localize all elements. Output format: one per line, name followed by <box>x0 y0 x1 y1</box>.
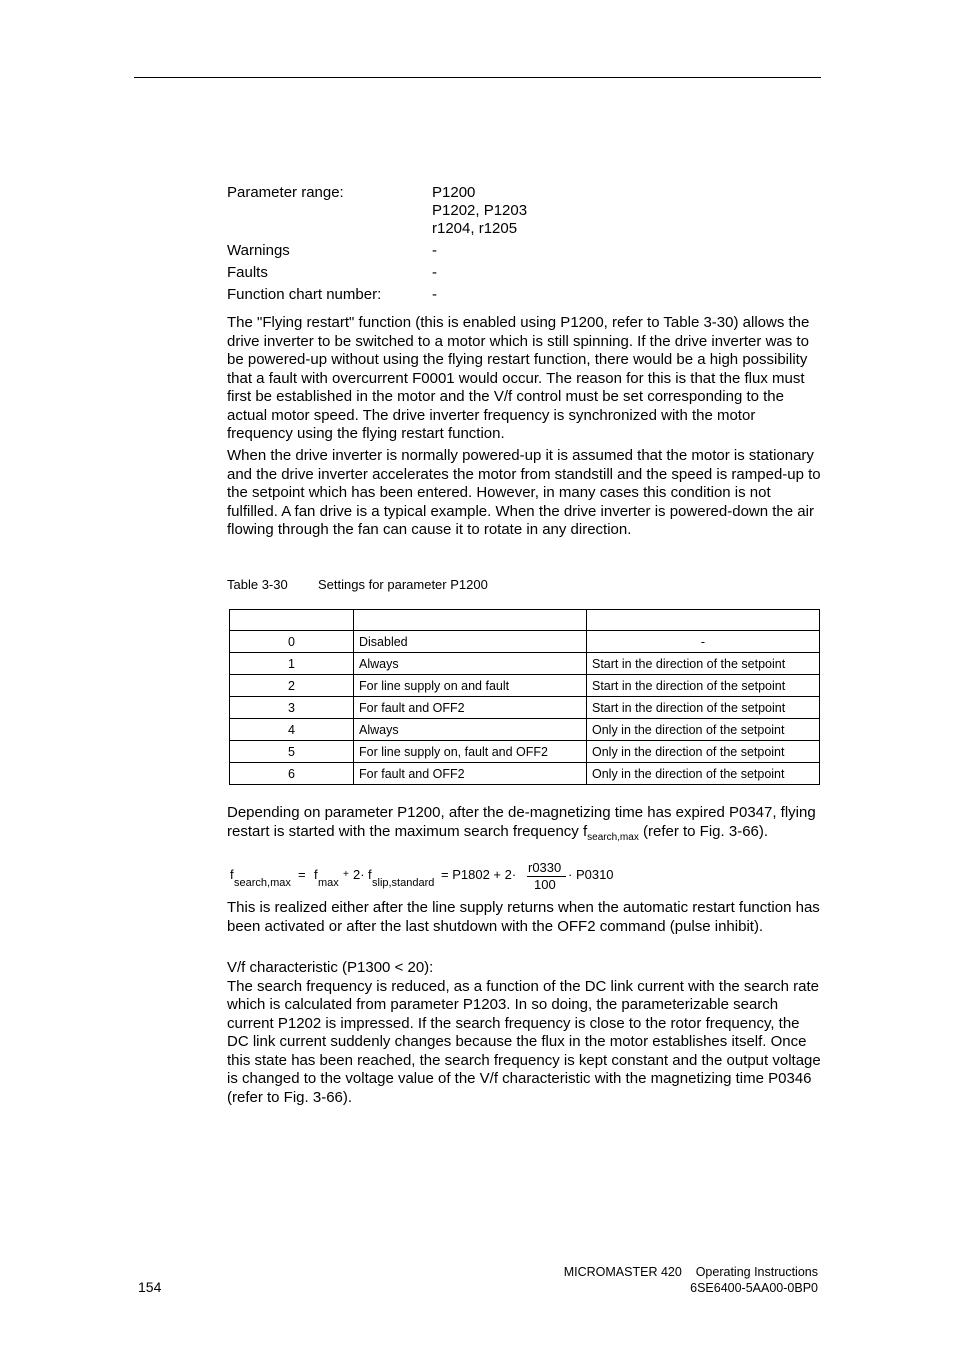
table-row <box>230 719 820 741</box>
param-value <box>432 184 632 238</box>
table-row <box>230 741 820 763</box>
settings-table <box>229 609 820 785</box>
formula-operator: = <box>298 867 306 882</box>
table-caption <box>227 577 488 592</box>
paragraph-search-frequency <box>227 804 821 847</box>
formula-denominator: 100 <box>534 877 556 892</box>
formula-operator: + <box>343 869 349 880</box>
table-header-cell <box>354 610 587 631</box>
formula-symbol: f <box>314 867 318 882</box>
formula-numerator: r0330 <box>528 860 562 875</box>
table-cell: Start in the direction of the setpoint <box>587 675 820 697</box>
table-cell: For fault and OFF2 <box>354 763 587 785</box>
table-cell: For line supply on and fault <box>354 675 587 697</box>
formula-subscript: slip,standard <box>372 877 435 889</box>
text-run: The search frequency is reduced, as a function of the DC link current with the search rate which is calculated from parameter P1203. In so doing, the parameterizable search current P1202 is impressed. If the search frequency is close to the rotor frequency, the DC link current suddenly changes because the flux in the motor establishes itself. Once this state has been reached, the search frequency is kept constant and the output voltage is changed to the voltage value of the V/f characteristic with the magnetizing time P0346 (refer to Fig. 3-66). <box>227 977 821 1106</box>
formula-term: · P0310 <box>568 867 614 882</box>
table-cell: Only in the direction of the setpoint <box>587 741 820 763</box>
table-cell: Only in the direction of the setpoint <box>587 763 820 785</box>
table-cell: Start in the direction of the setpoint <box>587 653 820 675</box>
paragraph-vf-characteristic <box>227 959 821 1107</box>
param-label: Warnings <box>227 242 290 259</box>
table-cell: 1 <box>230 653 354 675</box>
table-header-cell <box>230 610 354 631</box>
param-label: Function chart number: <box>227 286 382 303</box>
page-number: 154 <box>138 1279 162 1295</box>
table-cell: Only in the direction of the setpoint <box>587 719 820 741</box>
param-value: - <box>432 286 437 303</box>
param-value: - <box>432 242 437 259</box>
text-run: Depending on parameter P1200, after the de-magnetizing time has expired P0347, flying restart is started with the maximum search frequency f <box>227 804 816 840</box>
table-row <box>230 675 820 697</box>
formula-term: = P1802 + 2· <box>441 867 517 882</box>
footer-info <box>557 1264 818 1296</box>
param-label: Parameter range: <box>227 184 344 201</box>
param-value-line: P1202, P1203 <box>432 202 528 219</box>
table-cell: Always <box>354 719 587 741</box>
table-cell: 5 <box>230 741 354 763</box>
text-run: (refer to Fig. 3-66). <box>638 822 769 840</box>
table-cell: For fault and OFF2 <box>354 697 587 719</box>
param-value-line: r1204, r1205 <box>432 220 518 237</box>
fraction-bar <box>527 876 566 877</box>
table-row <box>230 631 820 653</box>
param-value: - <box>432 264 437 281</box>
header-rule <box>134 77 821 78</box>
table-cell: 0 <box>230 631 354 653</box>
table-cell: 6 <box>230 763 354 785</box>
footer-product: MICROMASTER 420 Operating Instructions <box>563 1265 818 1279</box>
table-cell: 4 <box>230 719 354 741</box>
param-value-line: P1200 <box>432 184 476 201</box>
table-cell: Start in the direction of the setpoint <box>587 697 820 719</box>
table-row <box>230 697 820 719</box>
formula-symbol: f <box>368 867 372 882</box>
formula-symbol: f <box>230 867 234 882</box>
table-cell: 3 <box>230 697 354 719</box>
table-cell: Disabled <box>354 631 587 653</box>
table-caption-number: Table 3-30 <box>227 577 288 592</box>
table-cell: - <box>587 631 820 653</box>
footer-order-number: 6SE6400-5AA00-0BP0 <box>690 1281 818 1295</box>
table-header-row <box>230 610 820 631</box>
paragraph-flying-restart: The "Flying restart" function (this is enabled using P1200, refer to Table 3-30) allows the drive inverter to be switched to a motor which is still spinning. If the drive inverter was to be powered-up without using the flying restart function, there would be a high possibility that a fault with overcurrent F0001 would occur. The reason for this is that the flux must first be established in the motor and the V/f control must be set corresponding to the actual motor speed. The drive inverter frequency is synchronized with the motor frequency using the flying restart function. <box>227 314 810 442</box>
table-cell: Always <box>354 653 587 675</box>
table-caption-title: Settings for parameter P1200 <box>318 577 488 592</box>
search-frequency-formula <box>230 862 650 894</box>
table-row <box>230 763 820 785</box>
formula-subscript: max <box>318 877 339 889</box>
subscript: search,max <box>587 831 639 843</box>
text-run: V/f characteristic (P1300 < 20): <box>227 959 434 976</box>
paragraph-power-up: When the drive inverter is normally powered-up it is assumed that the motor is stationary and the drive inverter accelerates the motor from standstill and the speed is ramped-up to the setpoint which has been entered. However, in many cases this condition is not fulfilled. A fan drive is a typical example. When the drive inverter is powered-down the air flowing through the fan can cause it to rotate in any direction. <box>227 447 821 538</box>
table-row <box>230 653 820 675</box>
formula-term: 2· <box>353 867 365 882</box>
param-label: Faults <box>227 264 268 281</box>
table-cell: For line supply on, fault and OFF2 <box>354 741 587 763</box>
table-header-cell <box>587 610 820 631</box>
paragraph-automatic-restart: This is realized either after the line supply returns when the automatic restart function has been activated or after the last shutdown with the OFF2 command (pulse inhibit). <box>227 899 820 935</box>
table-cell: 2 <box>230 675 354 697</box>
formula-subscript: search,max <box>234 877 291 889</box>
